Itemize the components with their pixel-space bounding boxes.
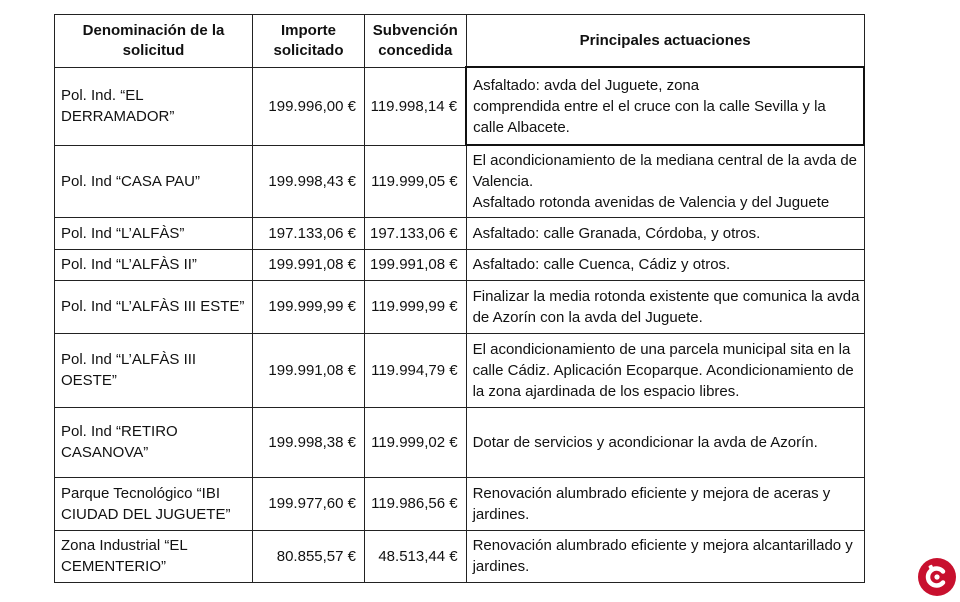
row-actions: Dotar de servicios y acondicionar la avda de Azorín. — [466, 407, 864, 477]
table-row — [55, 145, 865, 217]
row-requested: 199.998,43 € — [253, 145, 365, 217]
header-granted: Subvención concedida — [365, 15, 467, 68]
row-actions: Asfaltado: avda del Juguete, zona comprendida entre el el cruce con la calle Sevilla y la calle Albacete. — [466, 67, 864, 145]
row-name: Pol. Ind “L’ALFÀS III ESTE” — [55, 280, 253, 333]
header-actions: Principales actuaciones — [466, 15, 864, 68]
row-requested: 199.991,08 € — [253, 333, 365, 407]
table-row — [55, 280, 865, 333]
row-name: Pol. Ind “L’ALFÀS III OESTE” — [55, 333, 253, 407]
row-name: Pol. Ind “L’ALFÀS II” — [55, 249, 253, 280]
row-actions: Finalizar la media rotonda existente que comunica la avda de Azorín con la avda del Juguete. — [466, 280, 864, 333]
row-name: Parque Tecnológico “IBI CIUDAD DEL JUGUETE” — [55, 477, 253, 530]
table-row — [55, 67, 865, 145]
table-row — [55, 333, 865, 407]
table-row — [55, 530, 865, 582]
row-requested: 199.999,99 € — [253, 280, 365, 333]
row-requested: 199.996,00 € — [253, 67, 365, 145]
row-name: Pol. Ind “RETIRO CASANOVA” — [55, 407, 253, 477]
row-granted: 119.994,79 € — [365, 333, 467, 407]
row-granted: 119.998,14 € — [365, 67, 467, 145]
row-requested: 199.977,60 € — [253, 477, 365, 530]
row-granted: 199.991,08 € — [365, 249, 467, 280]
table-header-row — [55, 15, 865, 68]
table-row — [55, 217, 865, 249]
row-actions: Asfaltado: calle Granada, Córdoba, y otros. — [466, 217, 864, 249]
row-granted: 48.513,44 € — [365, 530, 467, 582]
header-requested: Importe solicitado — [253, 15, 365, 68]
row-granted: 119.986,56 € — [365, 477, 467, 530]
row-actions: El acondicionamiento de la mediana central de la avda de Valencia. Asfaltado rotonda avenidas de Valencia y del Juguete — [466, 145, 864, 217]
table-row — [55, 407, 865, 477]
row-requested: 197.133,06 € — [253, 217, 365, 249]
row-actions: Renovación alumbrado eficiente y mejora de aceras y jardines. — [466, 477, 864, 530]
table-row — [55, 477, 865, 530]
row-name: Pol. Ind. “EL DERRAMADOR” — [55, 67, 253, 145]
grants-table — [54, 14, 865, 583]
row-actions: El acondicionamiento de una parcela municipal sita en la calle Cádiz. Aplicación Ecoparque. Acondicionamiento de la zona ajardinada de los espacio libres. — [466, 333, 864, 407]
row-name: Pol. Ind “CASA PAU” — [55, 145, 253, 217]
header-name: Denominación de la solicitud — [55, 15, 253, 68]
row-requested: 199.998,38 € — [253, 407, 365, 477]
row-granted: 197.133,06 € — [365, 217, 467, 249]
brand-logo-icon — [917, 557, 957, 597]
row-name: Zona Industrial “EL CEMENTERIO” — [55, 530, 253, 582]
row-requested: 80.855,57 € — [253, 530, 365, 582]
row-actions: Asfaltado: calle Cuenca, Cádiz y otros. — [466, 249, 864, 280]
row-granted: 119.999,99 € — [365, 280, 467, 333]
table-row — [55, 249, 865, 280]
row-name: Pol. Ind “L’ALFÀS” — [55, 217, 253, 249]
row-granted: 119.999,05 € — [365, 145, 467, 217]
row-granted: 119.999,02 € — [365, 407, 467, 477]
row-requested: 199.991,08 € — [253, 249, 365, 280]
row-actions: Renovación alumbrado eficiente y mejora alcantarillado y jardines. — [466, 530, 864, 582]
